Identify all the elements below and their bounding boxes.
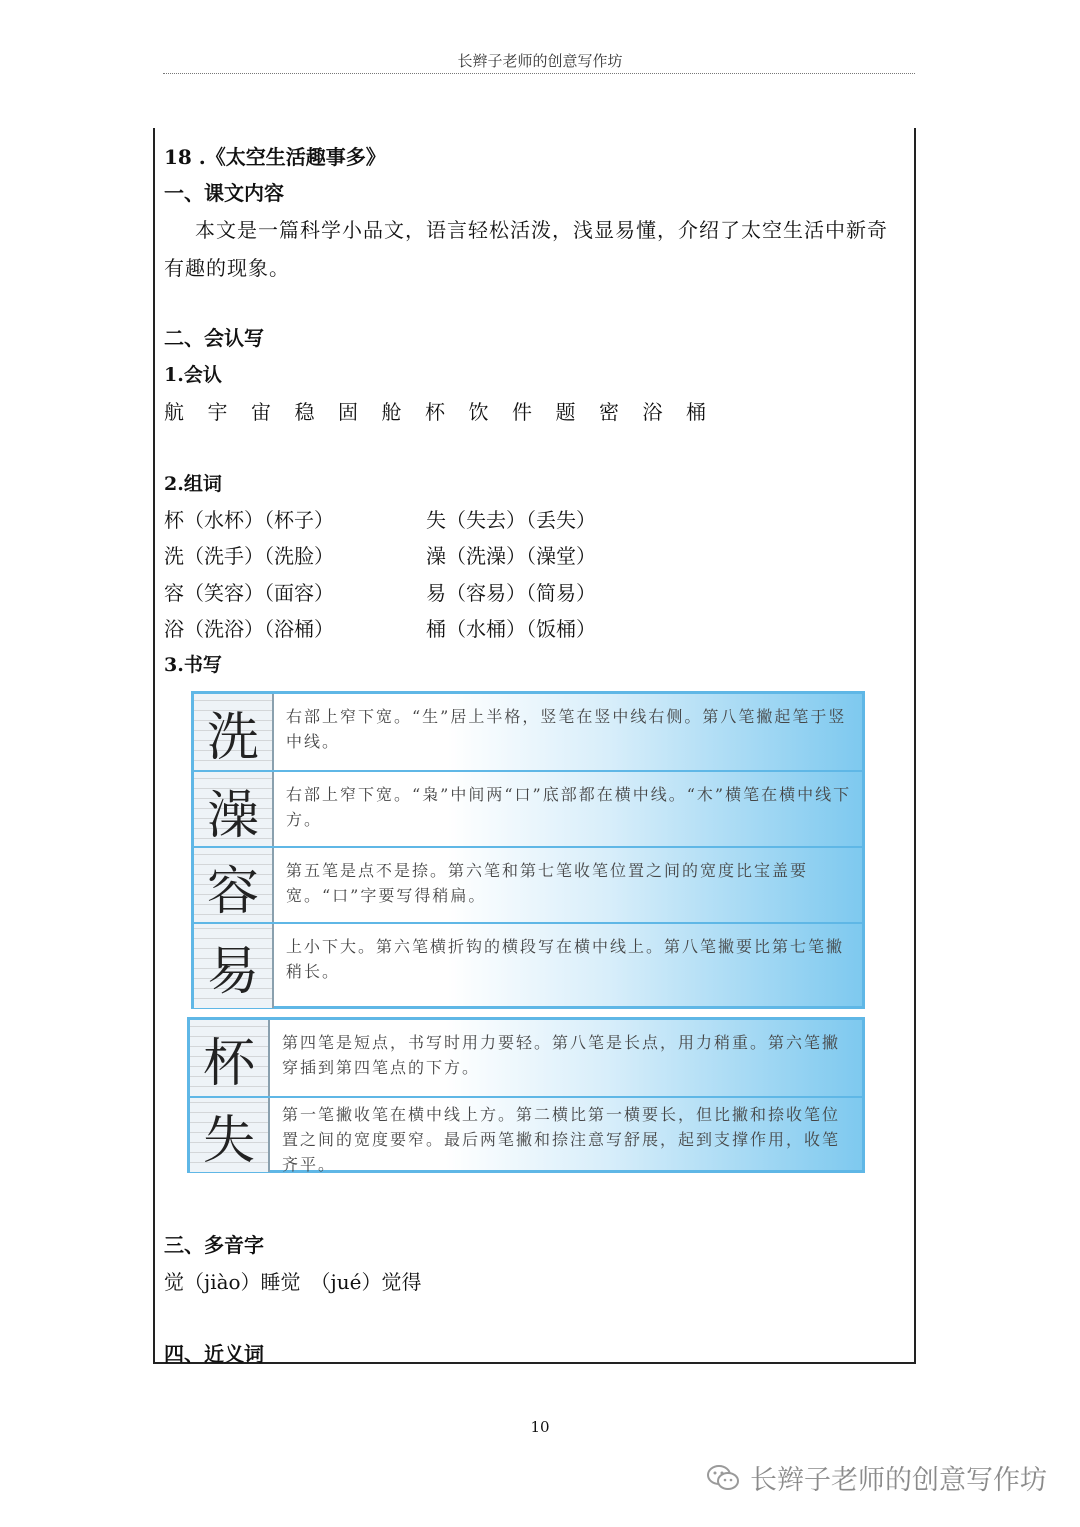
header-title: 长辫子老师的创意写作坊 xyxy=(457,52,623,70)
recognize-char: 饮 xyxy=(468,400,489,424)
writing-guide-row xyxy=(194,770,862,848)
recognize-char: 杯 xyxy=(425,400,445,424)
recognize-char: 航 xyxy=(164,400,184,424)
word-right: 易（容易）（简易） xyxy=(426,581,596,605)
section4-heading: 四、近义词 xyxy=(164,1342,264,1366)
section1-heading: 一、课文内容 xyxy=(164,181,284,205)
writing-guide-row xyxy=(194,694,862,770)
recognize-char: 稳 xyxy=(294,400,315,424)
recognize-char: 宇 xyxy=(207,400,228,424)
writing-guide-row xyxy=(194,922,862,1008)
recognize-char: 固 xyxy=(338,400,358,424)
recognize-heading: 1.会认 xyxy=(164,364,222,386)
writing-guide-row xyxy=(194,846,862,924)
writing-note: 第四笔是短点，书写时用力要轻。第八笔是长点，用力稍重。第六笔撇穿插到第四笔点的下方。 xyxy=(282,1033,841,1077)
writing-guide-row xyxy=(190,1020,862,1096)
word-right: 失（失去）（丢失） xyxy=(426,508,596,532)
word-right: 澡（洗澡）（澡堂） xyxy=(426,544,596,568)
writing-note: 右部上窄下宽。“生”居上半格，竖笔在竖中线右侧。第八笔撇起笔于竖中线。 xyxy=(286,707,847,751)
section3-heading: 三、多音字 xyxy=(164,1233,264,1257)
word-right: 桶（水桶）（饭桶） xyxy=(426,617,596,641)
header-divider xyxy=(163,73,915,74)
writing-char: 容 xyxy=(194,848,274,924)
word-left: 浴（洗浴）（浴桶） xyxy=(164,617,334,641)
section1-text-line1: 本文是一篇科学小品文，语言轻松活泼，浅显易懂，介绍了太空生活中新奇 xyxy=(195,218,888,242)
writing-heading: 3.书写 xyxy=(164,654,222,676)
writing-char: 易 xyxy=(194,924,274,1008)
recognize-char-list xyxy=(164,396,730,425)
words-heading: 2.组词 xyxy=(164,473,222,495)
page-number: 10 xyxy=(530,1418,550,1436)
recognize-char: 宙 xyxy=(251,400,271,424)
word-left: 杯（水杯）（杯子） xyxy=(164,508,334,532)
writing-guide-row xyxy=(190,1096,862,1172)
word-left: 洗（洗手）（洗脸） xyxy=(164,544,334,568)
recognize-char: 密 xyxy=(599,400,619,424)
writing-guide-block-2 xyxy=(187,1017,865,1173)
writing-note: 第五笔是点不是捺。第六笔和第七笔收笔位置之间的宽度比宝盖要宽。“口”字要写得稍扁。 xyxy=(286,861,809,905)
word-left: 容（笑容）（面容） xyxy=(164,581,334,605)
writing-note: 上小下大。第六笔横折钩的横段写在横中线上。第八笔撇要比第七笔撇稍长。 xyxy=(286,937,845,981)
polyphone-line: 觉（jiào）睡觉 （jué）觉得 xyxy=(164,1270,422,1294)
recognize-char: 浴 xyxy=(642,400,663,424)
section1-text-line2: 有趣的现象。 xyxy=(164,256,290,280)
lesson-title: 18 .《太空生活趣事多》 xyxy=(164,145,386,169)
writing-char: 失 xyxy=(190,1098,270,1172)
wechat-icon xyxy=(706,1464,740,1492)
recognize-char: 桶 xyxy=(686,400,706,424)
writing-char: 杯 xyxy=(190,1020,270,1096)
recognize-char: 件 xyxy=(512,400,532,424)
recognize-char: 舱 xyxy=(381,400,402,424)
watermark xyxy=(706,1458,1047,1497)
section2-heading: 二、会认写 xyxy=(164,326,264,350)
writing-char: 洗 xyxy=(194,694,274,770)
writing-char: 澡 xyxy=(194,772,274,848)
recognize-char: 题 xyxy=(555,400,576,424)
writing-guide-block-1 xyxy=(191,691,865,1009)
writing-note: 第一笔撇收笔在横中线上方。第二横比第一横要长，但比撇和捺收笔位置之间的宽度要窄。最后两笔撇和捺注意写舒展，起到支撑作用，收笔齐平。 xyxy=(282,1105,841,1174)
watermark-text: 长辫子老师的创意写作坊 xyxy=(750,1465,1047,1496)
writing-note: 右部上窄下宽。“枭”中间两“口”底部都在横中线。“木”横笔在横中线下方。 xyxy=(286,785,852,829)
